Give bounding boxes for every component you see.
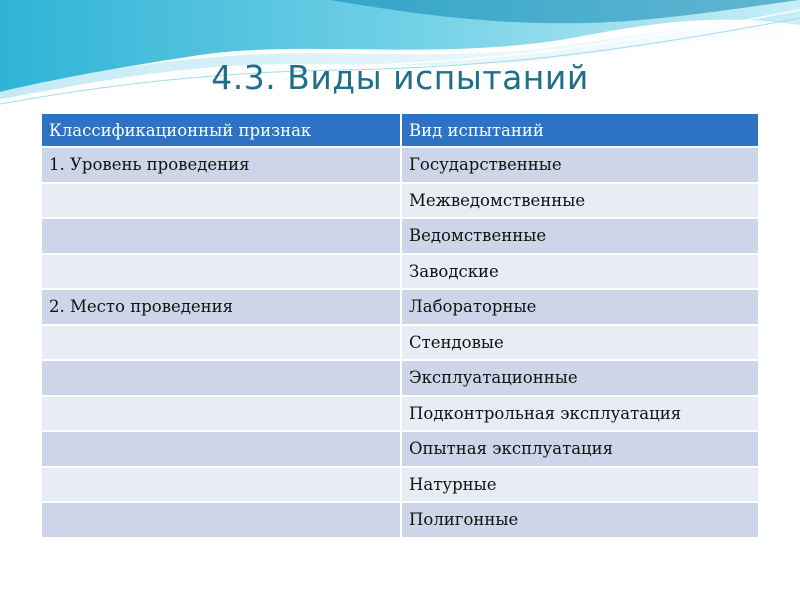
- table-cell: 1. Уровень проведения: [41, 147, 401, 183]
- table-cell: 2. Место проведения: [41, 289, 401, 325]
- table-cell: Подконтрольная эксплуатация: [401, 396, 759, 432]
- table-cell: Стендовые: [401, 325, 759, 361]
- table-cell: Лабораторные: [401, 289, 759, 325]
- table-row: [41, 254, 759, 290]
- test-types-table: [40, 112, 760, 539]
- table-cell: [41, 360, 401, 396]
- table-row: [41, 218, 759, 254]
- table-row: [41, 431, 759, 467]
- table-cell: [41, 254, 401, 290]
- table-cell: Ведомственные: [401, 218, 759, 254]
- table-row: [41, 183, 759, 219]
- table-cell: [41, 431, 401, 467]
- table-header-row: [41, 113, 759, 147]
- table-cell: Заводские: [401, 254, 759, 290]
- table-row: [41, 325, 759, 361]
- table-cell: Полигонные: [401, 502, 759, 538]
- table-cell: [41, 502, 401, 538]
- column-header: Вид испытаний: [401, 113, 759, 147]
- table-cell: [41, 325, 401, 361]
- table-row: [41, 147, 759, 183]
- table-row: [41, 360, 759, 396]
- table-cell: [41, 218, 401, 254]
- column-header: Классификационный признак: [41, 113, 401, 147]
- table-cell: [41, 467, 401, 503]
- table-row: [41, 396, 759, 432]
- table-cell: [41, 183, 401, 219]
- table-cell: Натурные: [401, 467, 759, 503]
- page-title: 4.3. Виды испытаний: [211, 58, 589, 97]
- table-cell: Эксплуатационные: [401, 360, 759, 396]
- table-cell: [41, 396, 401, 432]
- table-row: [41, 467, 759, 503]
- table-cell: Государственные: [401, 147, 759, 183]
- table-cell: Межведомственные: [401, 183, 759, 219]
- table-row: [41, 289, 759, 325]
- table-cell: Опытная эксплуатация: [401, 431, 759, 467]
- table-row: [41, 502, 759, 538]
